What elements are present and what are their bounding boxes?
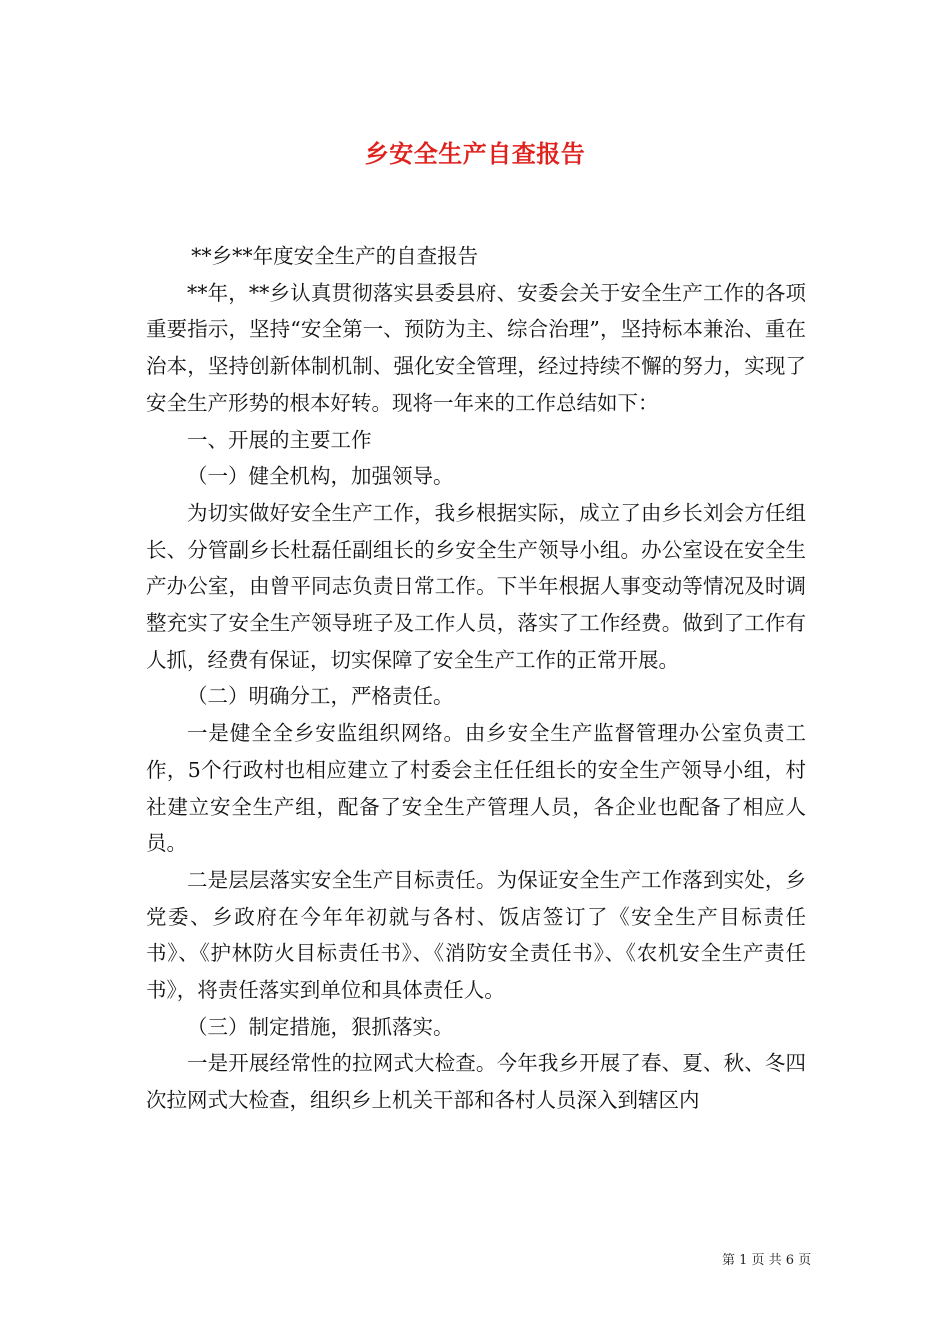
page-title: 乡安全生产自查报告: [364, 139, 586, 168]
report-subtitle: **乡**年度安全生产的自查报告: [191, 244, 479, 268]
body-paragraph: 一是健全全乡安监组织网络。由乡安全生产监督管理办公室负责工作，5个行政村也相应建立了村委会主任任组长的安全生产领导小组，村社建立安全生产组，配备了安全生产管理人员，各企业也配备了相应人员。: [146, 721, 806, 856]
subsection-heading-3: （三）制定措施，狠抓落实。: [187, 1014, 454, 1039]
intro-paragraph: **年，**乡认真贯彻落实县委县府、安委会关于安全生产工作的各项重要指示，坚持“安全第一、预防为主、综合治理”，坚持标本兼治、重在治本，坚持创新体制机制、强化安全管理，经过持续不懈的努力，实现了安全生产形势的根本好转。现将一年来的工作总结如下：: [146, 280, 806, 415]
subsection-heading-1: （一）健全机构，加强领导。: [187, 464, 454, 489]
body-paragraph: 为切实做好安全生产工作，我乡根据实际，成立了由乡长刘会方任组长、分管副乡长杜磊任副组长的乡安全生产领导小组。办公室设在安全生产办公室，由曾平同志负责日常工作。下半年根据人事变动等情况及时调整充实了安全生产领导班子及工作人员，落实了工作经费。做到了工作有人抓，经费有保证，切实保障了安全生产工作的正常开展。: [146, 500, 806, 672]
page-number-footer: 第 1 页 共 6 页: [722, 1253, 812, 1268]
body-paragraph: 二是层层落实安全生产目标责任。为保证安全生产工作落到实处，乡党委、乡政府在今年年初就与各村、饭店签订了《安全生产目标责任书》、《护林防火目标责任书》、《消防安全责任书》、《农机安全生产责任书》，将责任落实到单位和具体责任人。: [146, 867, 806, 1003]
section-heading-main-work: 一、开展的主要工作: [187, 427, 372, 452]
body-paragraph: 一是开展经常性的拉网式大检查。今年我乡开展了春、夏、秋、冬四次拉网式大检查，组织乡上机关干部和各村人员深入到辖区内: [146, 1051, 806, 1113]
document-body: [146, 238, 806, 1119]
subsection-heading-2: （二）明确分工，严格责任。: [187, 684, 454, 709]
